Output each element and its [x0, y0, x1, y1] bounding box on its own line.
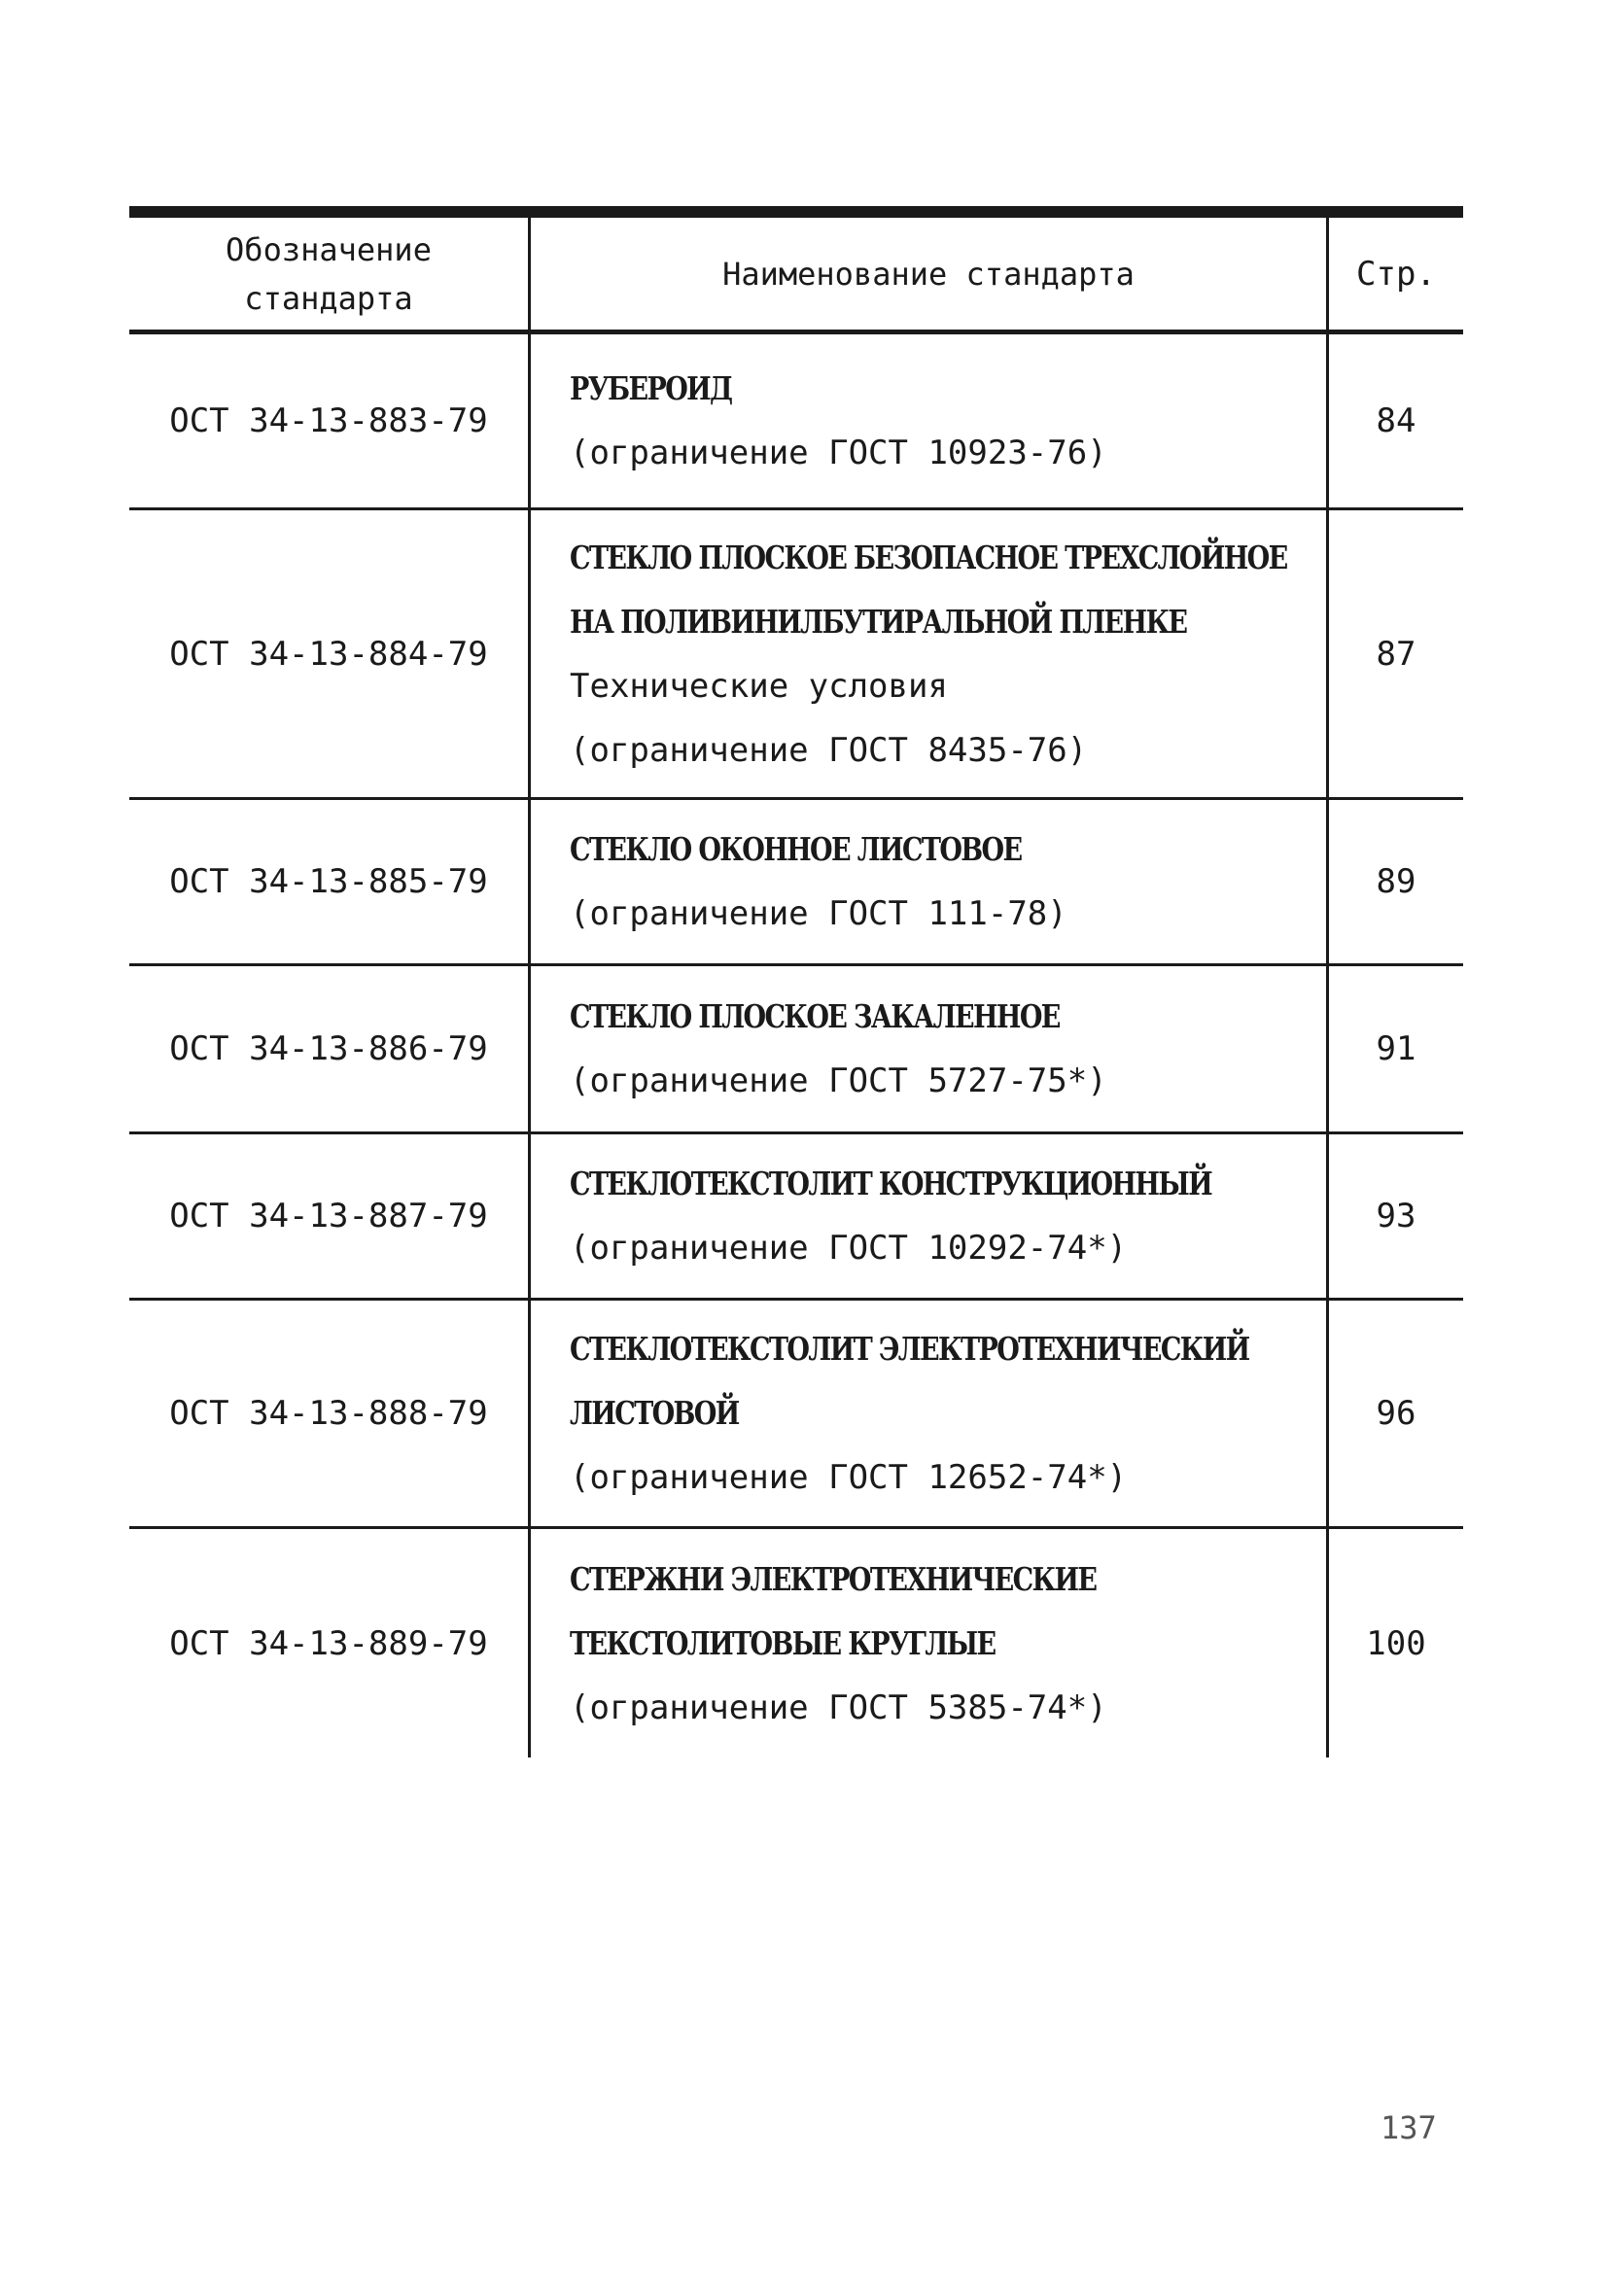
- name-line: ТЕКСТОЛИТОВЫЕ КРУГЛЫЕ: [570, 1623, 996, 1662]
- standard-code: ОСТ 34-13-884-79: [169, 634, 488, 674]
- header-page-label: Стр.: [1356, 254, 1436, 294]
- standard-name: [528, 1134, 1329, 1298]
- page-number: 87: [1376, 634, 1416, 674]
- page-number: 89: [1376, 862, 1416, 901]
- page-number: 91: [1376, 1029, 1416, 1068]
- standard-name: [528, 1301, 1329, 1526]
- top-rule: [129, 206, 1463, 218]
- table-row: [129, 1529, 1463, 1757]
- page-number: 93: [1376, 1197, 1416, 1235]
- standard-name: [528, 510, 1329, 797]
- name-line: СТЕРЖНИ ЭЛЕКТРОТЕХНИЧЕСКИЕ: [570, 1559, 1097, 1598]
- table-row: [129, 510, 1463, 800]
- standard-code: ОСТ 34-13-886-79: [169, 1029, 488, 1068]
- header-name: [528, 218, 1329, 330]
- standard-code: ОСТ 34-13-885-79: [169, 862, 488, 901]
- name-line: СТЕКЛОТЕКСТОЛИТ ЭЛЕКТРОТЕХНИЧЕСКИЙ: [570, 1330, 1249, 1368]
- page-folio: 137: [1381, 2109, 1437, 2146]
- standard-code: ОСТ 34-13-883-79: [169, 401, 488, 440]
- name-line: НА ПОЛИВИНИЛБУТИРАЛЬНОЙ ПЛЕНКЕ: [570, 602, 1187, 641]
- name-line: СТЕКЛОТЕКСТОЛИТ КОНСТРУКЦИОННЫЙ: [570, 1165, 1212, 1202]
- standard-name: [528, 800, 1329, 963]
- page-number: 84: [1376, 401, 1416, 440]
- table-row: [129, 1301, 1463, 1529]
- name-line: СТЕКЛО ОКОННОЕ ЛИСТОВОЕ: [570, 830, 1022, 868]
- standard-name: [528, 1529, 1329, 1757]
- standard-name: [528, 966, 1329, 1131]
- standard-code: ОСТ 34-13-887-79: [169, 1197, 488, 1235]
- name-line: (ограничение ГОСТ 8435-76): [570, 730, 1088, 770]
- page-number: 96: [1376, 1394, 1416, 1433]
- table-row: [129, 1134, 1463, 1301]
- standard-name: [528, 334, 1329, 507]
- table-row: [129, 966, 1463, 1134]
- table-row: [129, 334, 1463, 510]
- table-header: [129, 218, 1463, 334]
- header-code-line1: Обозначение: [226, 230, 432, 268]
- name-line: Технические условия: [570, 666, 948, 706]
- name-line: РУБЕРОИД: [570, 369, 732, 407]
- header-page: [1329, 218, 1463, 330]
- name-line: (ограничение ГОСТ 111-78): [570, 894, 1067, 933]
- standards-table: [129, 206, 1463, 1757]
- header-code: [129, 218, 528, 330]
- standard-code: ОСТ 34-13-889-79: [169, 1623, 488, 1663]
- name-line: (ограничение ГОСТ 5385-74*): [570, 1687, 1107, 1727]
- name-line: (ограничение ГОСТ 10923-76): [570, 434, 1107, 472]
- name-line: СТЕКЛО ПЛОСКОЕ ЗАКАЛЕННОЕ: [570, 997, 1060, 1035]
- page-number: 100: [1366, 1623, 1426, 1663]
- table-row: [129, 800, 1463, 966]
- name-line: ЛИСТОВОЙ: [570, 1394, 739, 1432]
- name-line: (ограничение ГОСТ 5727-75*): [570, 1061, 1107, 1100]
- header-code-line2: стандарта: [244, 279, 413, 317]
- name-line: (ограничение ГОСТ 10292-74*): [570, 1229, 1128, 1268]
- name-line: (ограничение ГОСТ 12652-74*): [570, 1458, 1128, 1497]
- standard-code: ОСТ 34-13-888-79: [169, 1394, 488, 1433]
- header-name-label: Наименование стандарта: [722, 255, 1135, 293]
- name-line: СТЕКЛО ПЛОСКОЕ БЕЗОПАСНОЕ ТРЕХСЛОЙНОЕ: [570, 538, 1287, 576]
